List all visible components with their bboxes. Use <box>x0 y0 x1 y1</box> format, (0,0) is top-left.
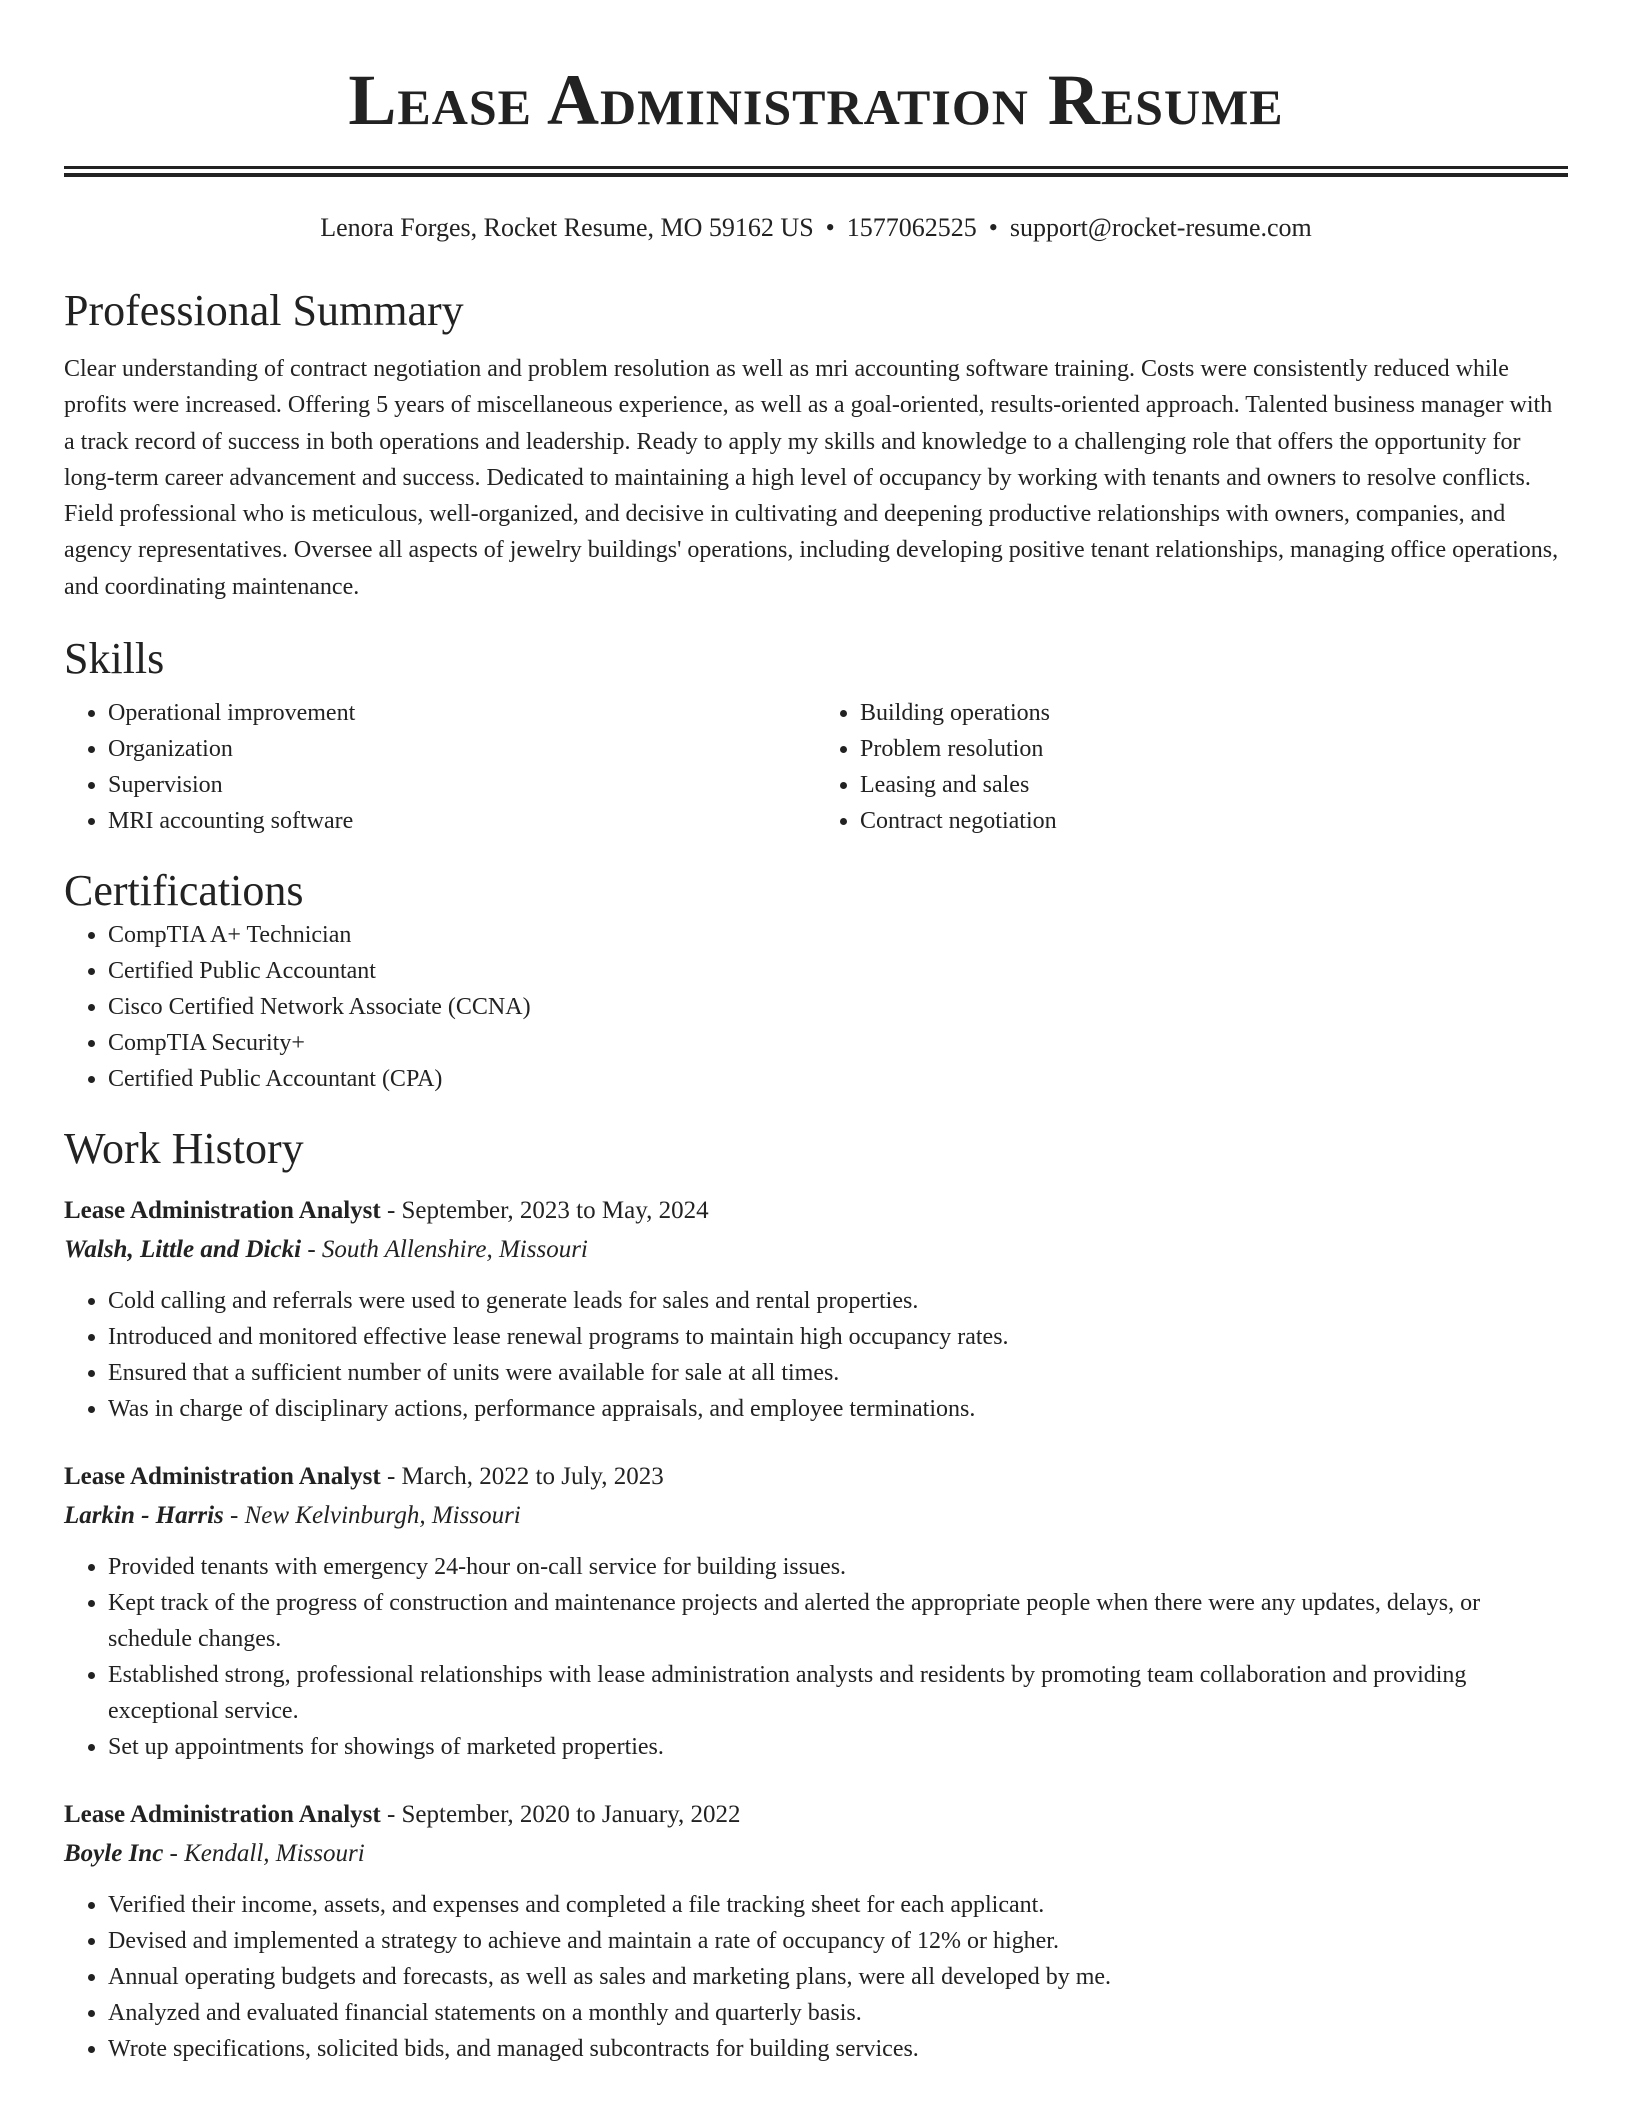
job-dates: - September, 2023 to May, 2024 <box>380 1197 709 1225</box>
skills-heading: Skills <box>64 634 165 684</box>
job-bullet: • Provided tenants with emergency 24-hour on-call service for building issues. <box>108 1549 1568 1585</box>
job-title: Lease Administration Analyst <box>64 1463 381 1491</box>
title-divider <box>64 166 1568 177</box>
job-company-line <box>64 1497 1568 1535</box>
job-title-line <box>64 1191 1568 1231</box>
job-location: - Kendall, Missouri <box>163 1840 365 1868</box>
page-title: Lease Administration Resume <box>348 60 1284 140</box>
job-company: Larkin - Harris <box>64 1502 224 1530</box>
contact-address: Lenora Forges, Rocket Resume, MO 59162 US <box>320 213 814 242</box>
job-bullet: • Verified their income, assets, and expenses and completed a file tracking sheet for each applicant. <box>108 1887 1568 1923</box>
skill-item: • Leasing and sales <box>860 767 1568 803</box>
certifications-heading: Certifications <box>64 866 304 916</box>
job-title-line <box>64 1457 1568 1497</box>
contact-line <box>64 211 1568 245</box>
job-bullets <box>64 1887 1568 2067</box>
job-bullet: • Kept track of the progress of construction and maintenance projects and alerted the appropriate people when there were any updates, delays, or schedule changes. <box>108 1585 1568 1657</box>
certification-item: • CompTIA A+ Technician <box>108 917 1568 953</box>
job-entry <box>64 1191 1568 1427</box>
job-bullet: • Analyzed and evaluated financial statements on a monthly and quarterly basis. <box>108 1995 1568 2031</box>
job-bullet: • Cold calling and referrals were used to generate leads for sales and rental properties. <box>108 1283 1568 1319</box>
job-entry <box>64 1795 1568 2067</box>
job-bullet: • Wrote specifications, solicited bids, and managed subcontracts for building services. <box>108 2031 1568 2067</box>
job-dates: - March, 2022 to July, 2023 <box>380 1463 664 1491</box>
contact-separator: • <box>825 213 835 242</box>
certification-item: • CompTIA Security+ <box>108 1025 1568 1061</box>
job-bullet: • Introduced and monitored effective lease renewal programs to maintain high occupancy rates. <box>108 1319 1568 1355</box>
job-company-line <box>64 1835 1568 1873</box>
job-title: Lease Administration Analyst <box>64 1801 381 1829</box>
summary-heading: Professional Summary <box>64 286 464 335</box>
job-location: - New Kelvinburgh, Missouri <box>223 1502 521 1530</box>
certification-item: • Cisco Certified Network Associate (CCNA) <box>108 989 1568 1025</box>
job-bullets <box>64 1283 1568 1427</box>
skill-item: • Organization <box>108 731 816 767</box>
skills-columns <box>64 695 1568 839</box>
job-bullets <box>64 1549 1568 1765</box>
job-location: - South Allenshire, Missouri <box>301 1236 588 1264</box>
job-bullet: • Devised and implemented a strategy to achieve and maintain a rate of occupancy of 12% or higher. <box>108 1923 1568 1959</box>
job-company: Boyle Inc <box>64 1840 164 1868</box>
certifications-list <box>64 917 1568 1097</box>
skill-item: • Contract negotiation <box>860 803 1568 839</box>
job-company: Walsh, Little and Dicki <box>64 1236 302 1264</box>
summary-text: Clear understanding of contract negotiation and problem resolution as well as mri accounting software training. Costs were consistently reduced while profits were increased. Offering 5 years of miscellaneous experience, as well as a goal-oriented, results-oriented approach. Talented business manager with a track record of success in both operations and leadership. Ready to apply my skills and knowledge to a challenging role that offers the opportunity for long-term career advancement and success. Dedicated to maintaining a high level of occupancy by working with tenants and owners to resolve conflicts. Field professional who is meticulous, well-organized, and decisive in cultivating and deepening productive relationships with owners, companies, and agency representatives. Oversee all aspects of jewelry buildings' operations, including developing positive tenant relationships, managing office operations, and coordinating maintenance. <box>64 356 1559 600</box>
job-bullet: • Set up appointments for showings of marketed properties. <box>108 1729 1568 1765</box>
job-bullet: • Ensured that a sufficient number of units were available for sale at all times. <box>108 1355 1568 1391</box>
certification-item: • Certified Public Accountant (CPA) <box>108 1061 1568 1097</box>
job-title: Lease Administration Analyst <box>64 1197 381 1225</box>
job-bullet: • Was in charge of disciplinary actions, performance appraisals, and employee terminations. <box>108 1391 1568 1427</box>
skills-list-left <box>64 695 816 839</box>
contact-email: support@rocket-resume.com <box>1009 213 1312 242</box>
job-entry <box>64 1457 1568 1765</box>
job-title-line <box>64 1795 1568 1835</box>
certification-item: • Certified Public Accountant <box>108 953 1568 989</box>
skill-item: • Building operations <box>860 695 1568 731</box>
job-bullet: • Annual operating budgets and forecasts, as well as sales and marketing plans, were all developed by me. <box>108 1959 1568 1995</box>
work-history-heading: Work History <box>64 1124 304 1174</box>
skill-item: • Problem resolution <box>860 731 1568 767</box>
skill-item: • MRI accounting software <box>108 803 816 839</box>
job-company-line <box>64 1231 1568 1269</box>
job-dates: - September, 2020 to January, 2022 <box>380 1801 741 1829</box>
contact-phone: 1577062525 <box>846 213 977 242</box>
skill-item: • Operational improvement <box>108 695 816 731</box>
job-bullet: • Established strong, professional relationships with lease administration analysts and residents by promoting team collaboration and providing exceptional service. <box>108 1657 1568 1729</box>
contact-separator: • <box>988 213 998 242</box>
skill-item: • Supervision <box>108 767 816 803</box>
skills-list-right <box>816 695 1568 839</box>
